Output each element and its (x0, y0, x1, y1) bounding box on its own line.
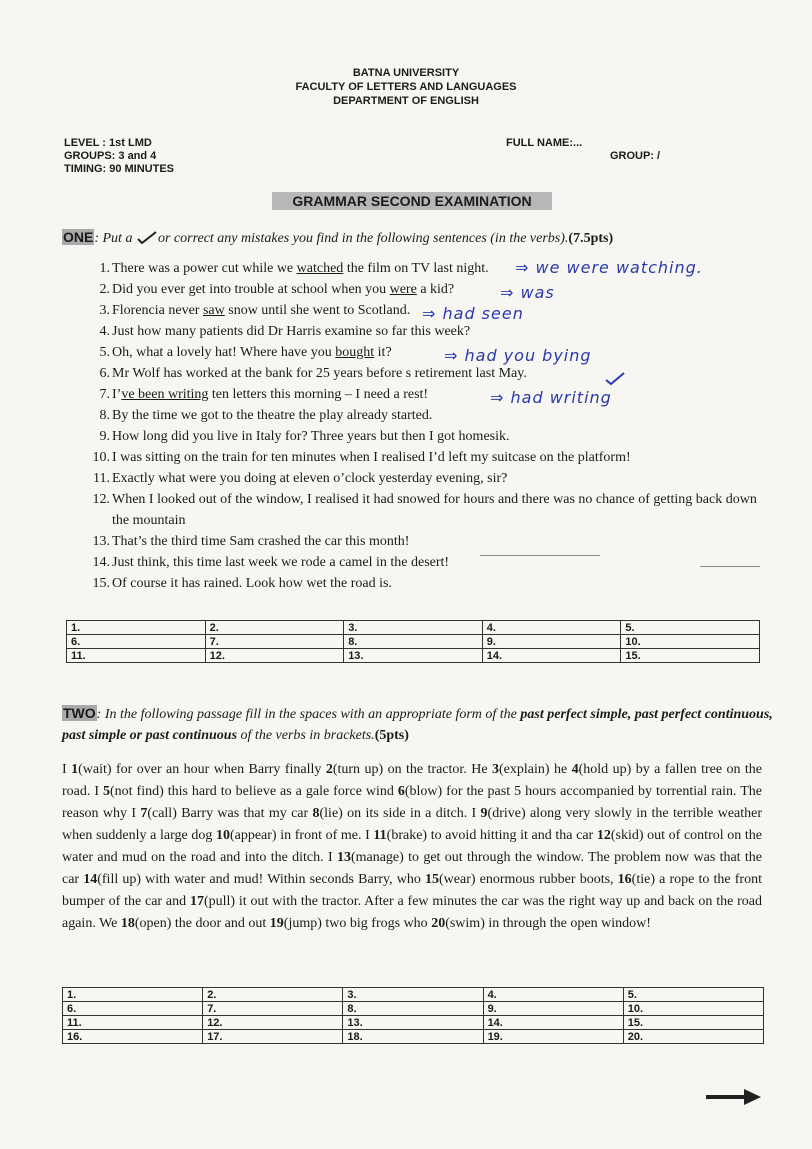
answer-cell[interactable]: 14. (483, 1016, 623, 1030)
groups-label: GROUPS: 3 and 4 (64, 150, 157, 162)
blank-number: 14 (83, 872, 98, 887)
blank-number: 6 (397, 784, 405, 799)
answer-cell[interactable]: 1. (63, 988, 203, 1002)
scribble-line (480, 555, 600, 556)
sentence-text: Florencia never (112, 303, 203, 318)
part-two-label: TWO (63, 705, 96, 721)
passage-text: (call) Barry was that my car (147, 806, 313, 821)
sentence-text-end: the film on TV last night. (343, 261, 489, 276)
answer-cell[interactable]: 12. (205, 649, 344, 663)
underlined-verb: ve been writing (121, 387, 209, 402)
blank-number: 9 (480, 806, 488, 821)
sentence-text: There was a power cut while we (112, 261, 297, 276)
underlined-verb: watched (296, 261, 344, 276)
next-page-arrow-icon (706, 1088, 762, 1106)
sentence-item (80, 342, 770, 363)
answer-cell[interactable]: 18. (343, 1030, 483, 1044)
answer-grid-row (63, 1030, 764, 1044)
part-one-label: ONE (63, 229, 94, 245)
blank-number: 1 (71, 762, 79, 777)
full-name-field: FULL NAME:... (506, 137, 583, 149)
answer-grid-row (63, 1002, 764, 1016)
blank-number: 10 (215, 828, 230, 843)
sentence-number: 6. (99, 366, 110, 381)
sentence-number: 12. (92, 492, 110, 507)
blank-number: 13 (336, 850, 351, 865)
answer-cell[interactable]: 9. (482, 635, 621, 649)
university-name: BATNA UNIVERSITY (352, 67, 460, 79)
sentence-number: 7. (99, 387, 110, 402)
sentence-text: I’ (112, 387, 122, 402)
checkmark-icon (136, 230, 158, 244)
answer-cell[interactable]: 17. (203, 1030, 343, 1044)
passage-text: I (62, 762, 72, 777)
passage-text: (blow) for the past 5 hours accompanied by torrential rain. The reason why I (62, 784, 762, 821)
faculty-name: FACULTY OF LETTERS AND LANGUAGES (295, 81, 517, 93)
part-two-instruction (62, 703, 782, 746)
part-one-points: (7.5pts) (568, 231, 614, 246)
sentence-item (80, 531, 770, 552)
part-two-text-a: : In the following passage fill in the spaces with an appropriate form of the (96, 707, 521, 722)
sentence-item (80, 573, 770, 594)
sentence-text: That’s the third time Sam crashed the car this month! (112, 534, 410, 549)
passage-text: (manage) to get out through the window. The problem now was that the car (62, 850, 762, 887)
answer-cell[interactable]: 11. (67, 649, 206, 663)
exam-title: GRAMMAR SECOND EXAMINATION (272, 192, 552, 210)
sentence-item (80, 468, 770, 489)
answer-cell[interactable]: 11. (63, 1016, 203, 1030)
sentence-item (80, 426, 770, 447)
answer-cell[interactable]: 6. (67, 635, 206, 649)
sentence-text: Just how many patients did Dr Harris examine so far this week? (112, 324, 471, 339)
blank-number: 5 (103, 784, 110, 799)
answer-cell[interactable]: 15. (623, 1016, 763, 1030)
sentence-number: 3. (99, 303, 110, 318)
sentence-text: I was sitting on the train for ten minutes when I realised I’d left my suitcase on the platform! (112, 450, 631, 465)
sentence-text-end: ten letters this morning – I need a rest! (208, 387, 429, 402)
answer-cell[interactable]: 1. (67, 621, 206, 635)
sentence-number: 10. (92, 450, 110, 465)
blank-number: 2 (325, 762, 333, 777)
blank-number: 18 (120, 916, 135, 931)
sentence-number: 11. (93, 471, 110, 486)
sentence-text-end: snow until she went to Scotland. (224, 303, 411, 318)
answer-grid-two (62, 987, 764, 1044)
passage-text: (lie) on its side in a ditch. I (319, 806, 481, 821)
answer-cell[interactable]: 20. (623, 1030, 763, 1044)
answer-cell[interactable]: 8. (344, 635, 483, 649)
group-field: GROUP: / (610, 150, 661, 162)
passage-text: (swim) in through the open window! (445, 916, 651, 931)
answer-cell[interactable]: 2. (203, 988, 343, 1002)
passage-text: (drive) along very slowly in the terrible weather when suddenly a large dog (62, 806, 763, 843)
passage-text: (not find) this hard to believe as a gale force wind (110, 784, 398, 799)
sentence-number: 15. (92, 576, 110, 591)
sentence-text: How long did you live in Italy for? Three years but then I got homesik. (112, 429, 510, 444)
underlined-verb: saw (202, 303, 225, 318)
passage-text: (fill up) with water and mud! Within seconds Barry, who (97, 872, 425, 887)
sentence-item (80, 321, 770, 342)
sentence-item (80, 279, 770, 300)
answer-grid-one (66, 620, 760, 663)
passage-text: (brake) to avoid hitting it and tha car (386, 828, 597, 843)
exam-header (0, 66, 812, 108)
answer-cell[interactable]: 9. (483, 1002, 623, 1016)
timing-label: TIMING: 90 MINUTES (64, 163, 175, 175)
blank-number: 20 (431, 916, 446, 931)
underlined-verb: bought (335, 345, 375, 360)
answer-grid-row (67, 649, 760, 663)
answer-cell[interactable]: 19. (483, 1030, 623, 1044)
part-one-text-b: or correct any mistakes you find in the following sentences (in the verbs). (157, 231, 569, 246)
sentence-number: 5. (99, 345, 110, 360)
answer-grid-row (67, 635, 760, 649)
part-two-text-b: of the verbs in brackets. (237, 728, 375, 743)
blank-number: 17 (189, 894, 204, 909)
sentence-number: 4. (99, 324, 110, 339)
underlined-verb: were (389, 282, 417, 297)
passage-text: (wear) enormous rubber boots, (439, 872, 618, 887)
checkmark-answer-6-icon (604, 372, 626, 386)
blank-number: 16 (617, 872, 632, 887)
department-name: DEPARTMENT OF ENGLISH (333, 95, 479, 107)
answer-cell[interactable]: 8. (343, 1002, 483, 1016)
sentence-item (80, 489, 770, 531)
answer-cell[interactable]: 15. (621, 649, 760, 663)
answer-cell[interactable]: 7. (203, 1002, 343, 1016)
answer-cell[interactable]: 7. (205, 635, 344, 649)
answer-cell[interactable]: 16. (63, 1030, 203, 1044)
answer-cell[interactable]: 4. (482, 621, 621, 635)
answer-cell[interactable]: 10. (623, 1002, 763, 1016)
sentence-number: 2. (99, 282, 110, 297)
passage-text: (turn up) on the tractor. He (332, 762, 492, 777)
sentence-text: Mr Wolf has worked at the bank for 25 years before s retirement last May. (112, 366, 527, 381)
level-label: LEVEL : 1st LMD (64, 137, 152, 149)
sentence-text: By the time we got to the theatre the play already started. (112, 408, 433, 423)
answer-cell[interactable]: 13. (344, 649, 483, 663)
sentence-item (80, 384, 770, 405)
blank-number: 15 (425, 872, 439, 887)
sentence-number: 13. (92, 534, 110, 549)
answer-grid-row (63, 988, 764, 1002)
sentence-text-end: it? (374, 345, 392, 360)
answer-cell[interactable]: 14. (482, 649, 621, 663)
passage-text: (open) the door and out (134, 916, 270, 931)
blank-number: 11 (373, 828, 387, 843)
passage-text: (explain) he (498, 762, 572, 777)
sentence-item (80, 363, 770, 384)
sentence-item (80, 447, 770, 468)
sentence-number: 1. (99, 261, 110, 276)
sentence-text: Oh, what a lovely hat! Where have you (112, 345, 336, 360)
answer-cell[interactable]: 10. (621, 635, 760, 649)
passage-text: (hold up) by a fallen tree on the road. I (62, 762, 763, 799)
blank-number: 3 (491, 762, 499, 777)
passage-text: (pull) it out with the tractor. After a few minutes the car was the right way up and back on the road again. We (62, 894, 762, 931)
passage-text: (jump) two big frogs who (283, 916, 432, 931)
answer-3: ⇒ had seen (422, 304, 524, 323)
answer-cell[interactable]: 2. (205, 621, 344, 635)
answer-cell[interactable]: 3. (343, 988, 483, 1002)
passage-text: (tie) a rope to the front bumper of the car and (62, 872, 762, 909)
sentence-text: Did you ever get into trouble at school when you (112, 282, 390, 297)
fill-in-passage (62, 759, 762, 935)
blank-number: 12 (596, 828, 611, 843)
answer-7-text: had writing (510, 388, 612, 407)
sentence-number: 8. (99, 408, 110, 423)
answer-1: ⇒ we were watching. (515, 258, 703, 277)
part-two-points: (5pts) (374, 728, 409, 743)
answer-5: ⇒ had you bying (444, 346, 592, 365)
sentence-text-end: a kid? (416, 282, 455, 297)
sentence-text: Of course it has rained. Look how wet the road is. (112, 576, 392, 591)
part-one-instruction (62, 227, 782, 249)
answer-cell[interactable]: 5. (623, 988, 763, 1002)
blank-number: 4 (571, 762, 579, 777)
answer-cell[interactable]: 13. (343, 1016, 483, 1030)
sentence-item (80, 552, 770, 573)
answer-cell[interactable]: 12. (203, 1016, 343, 1030)
part-two-bold-a: past perfect simple, (520, 707, 632, 722)
sentence-number: 14. (92, 555, 110, 570)
sentence-text: Just think, this time last week we rode a camel in the desert! (112, 555, 450, 570)
passage-text: (skid) out of control on the water and mud on the road and into the ditch. I (62, 828, 762, 865)
sentence-text: When I looked out of the window, I realised it had snowed for hours and there was no chance of getting back down the mountain (112, 492, 757, 528)
passage-text: (appear) in front of me. I (229, 828, 374, 843)
part-one-text-a: : Put a (94, 231, 133, 246)
blank-number: 7 (140, 806, 148, 821)
answer-cell[interactable]: 4. (483, 988, 623, 1002)
answer-cell[interactable]: 3. (344, 621, 483, 635)
blank-number: 8 (312, 806, 320, 821)
scribble-line (700, 566, 760, 567)
sentence-number: 9. (99, 429, 110, 444)
answer-2: ⇒ was (500, 283, 555, 302)
answer-cell[interactable]: 5. (621, 621, 760, 635)
part-two-bold-b: past perfect continuous, past simple or past continuous (62, 707, 773, 743)
exam-info-left (64, 137, 174, 176)
sentence-item (80, 405, 770, 426)
answer-grid-row (67, 621, 760, 635)
answer-cell[interactable]: 6. (63, 1002, 203, 1016)
passage-text: (wait) for over an hour when Barry finally (78, 762, 326, 777)
blank-number: 19 (269, 916, 284, 931)
sentence-text: Exactly what were you doing at eleven o’clock yesterday evening, sir? (112, 471, 508, 486)
answer-grid-row (63, 1016, 764, 1030)
answer-7: ⇒ had writing (490, 388, 612, 407)
